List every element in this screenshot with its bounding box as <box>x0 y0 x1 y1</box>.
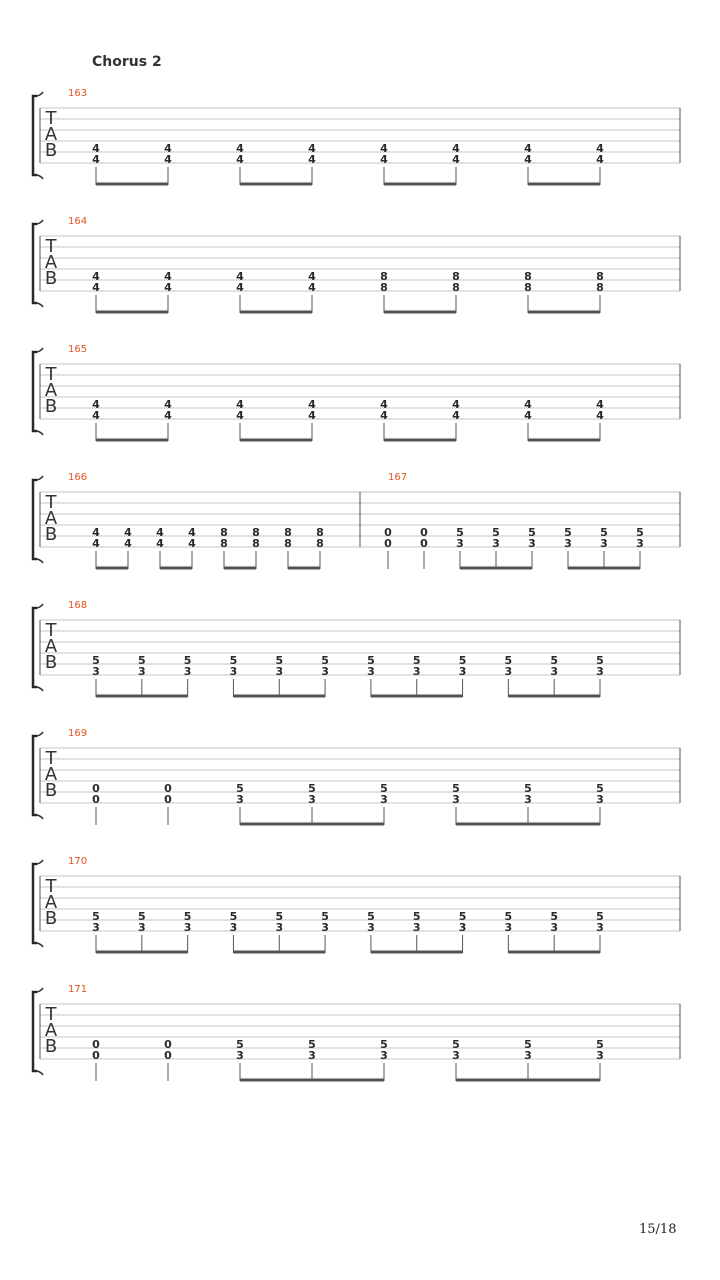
fret-number-lower: 8 <box>380 281 388 294</box>
fret-number-lower: 4 <box>92 409 100 422</box>
bracket-hook-bottom <box>37 815 43 819</box>
fret-number-upper: 5 <box>550 910 559 923</box>
fret-number-lower: 4 <box>308 281 316 294</box>
measure-number: 171 <box>68 984 88 995</box>
tab-clef-letter: A <box>44 764 58 785</box>
fret-number-lower: 3 <box>229 921 238 934</box>
fret-number-lower: 4 <box>452 409 460 422</box>
fret-number-upper: 5 <box>236 782 244 795</box>
fret-number-upper: 4 <box>452 398 460 411</box>
fret-number-lower: 8 <box>524 281 532 294</box>
fret-number-lower: 3 <box>183 921 192 934</box>
fret-number-lower: 3 <box>600 537 608 550</box>
fret-number-upper: 4 <box>188 526 196 539</box>
fret-number-lower: 3 <box>504 665 513 678</box>
page-number: 15/18 <box>639 1222 677 1237</box>
fret-number-lower: 4 <box>164 153 172 166</box>
fret-number-upper: 5 <box>504 910 513 923</box>
fret-number-upper: 5 <box>92 910 100 923</box>
bracket-hook-bottom <box>37 431 43 435</box>
fret-number-lower: 8 <box>220 537 228 550</box>
system-bracket <box>33 864 37 943</box>
fret-number-lower: 8 <box>316 537 324 550</box>
fret-number-upper: 4 <box>308 270 316 283</box>
fret-number-lower: 3 <box>504 921 513 934</box>
fret-number-upper: 4 <box>596 142 604 155</box>
fret-number-upper: 5 <box>321 654 329 667</box>
bracket-hook-bottom <box>37 687 43 691</box>
fret-number-upper: 5 <box>308 1038 316 1051</box>
fret-number-lower: 3 <box>452 793 460 806</box>
tab-clef-letter: A <box>44 892 58 913</box>
fret-number-upper: 5 <box>367 654 375 667</box>
fret-number-lower: 0 <box>92 1049 100 1062</box>
fret-number-upper: 5 <box>137 654 146 667</box>
bracket-hook-top <box>37 604 43 608</box>
fret-number-upper: 8 <box>524 270 532 283</box>
system-bracket <box>33 608 37 687</box>
fret-number-upper: 5 <box>367 910 375 923</box>
system-bracket <box>33 224 37 303</box>
fret-number-lower: 4 <box>236 153 244 166</box>
fret-number-lower: 0 <box>164 1049 172 1062</box>
system-bracket <box>33 352 37 431</box>
fret-number-lower: 3 <box>321 921 329 934</box>
tab-clef-letter: B <box>44 652 58 673</box>
fret-number-upper: 5 <box>229 910 238 923</box>
tab-clef-letter: A <box>44 252 58 273</box>
fret-number-upper: 8 <box>284 526 292 539</box>
tab-clef-letter: T <box>45 1004 57 1025</box>
fret-number-lower: 3 <box>380 793 388 806</box>
fret-number-upper: 4 <box>92 142 100 155</box>
fret-number-upper: 5 <box>229 654 238 667</box>
measure-number: 166 <box>68 472 88 483</box>
fret-number-lower: 4 <box>308 409 316 422</box>
fret-number-lower: 4 <box>156 537 164 550</box>
bracket-hook-bottom <box>37 559 43 563</box>
measure-number: 169 <box>68 728 88 739</box>
bracket-hook-top <box>37 220 43 224</box>
fret-number-lower: 4 <box>92 153 100 166</box>
fret-number-upper: 5 <box>275 654 284 667</box>
fret-number-upper: 4 <box>596 398 604 411</box>
fret-number-lower: 8 <box>284 537 292 550</box>
fret-number-upper: 8 <box>316 526 324 539</box>
tab-clef-letter: T <box>45 492 57 513</box>
fret-number-upper: 5 <box>137 910 146 923</box>
fret-number-upper: 4 <box>164 270 172 283</box>
fret-number-lower: 4 <box>236 409 244 422</box>
fret-number-upper: 5 <box>236 1038 244 1051</box>
fret-number-lower: 4 <box>380 153 388 166</box>
fret-number-upper: 4 <box>452 142 460 155</box>
fret-number-lower: 3 <box>458 665 467 678</box>
fret-number-lower: 4 <box>164 409 172 422</box>
fret-number-upper: 5 <box>308 782 316 795</box>
tab-clef-letter: B <box>44 268 58 289</box>
fret-number-lower: 3 <box>524 1049 532 1062</box>
tab-clef-letter: B <box>44 908 58 929</box>
fret-number-lower: 3 <box>636 537 644 550</box>
fret-number-lower: 3 <box>275 665 284 678</box>
measure-number: 164 <box>68 216 88 227</box>
fret-number-upper: 5 <box>183 654 192 667</box>
bracket-hook-bottom <box>37 943 43 947</box>
fret-number-upper: 4 <box>380 398 388 411</box>
system-bracket <box>33 96 37 175</box>
fret-number-lower: 3 <box>236 793 244 806</box>
fret-number-upper: 5 <box>412 654 421 667</box>
bracket-hook-top <box>37 860 43 864</box>
tab-clef-letter: B <box>44 1036 58 1057</box>
fret-number-upper: 0 <box>420 526 428 539</box>
measure-number: 168 <box>68 600 88 611</box>
fret-number-upper: 5 <box>636 526 644 539</box>
bracket-hook-top <box>37 92 43 96</box>
fret-number-lower: 4 <box>524 153 532 166</box>
fret-number-lower: 4 <box>596 409 604 422</box>
fret-number-lower: 3 <box>564 537 572 550</box>
fret-number-upper: 5 <box>456 526 464 539</box>
tab-clef-letter: B <box>44 140 58 161</box>
fret-number-upper: 5 <box>275 910 284 923</box>
fret-number-upper: 5 <box>596 1038 604 1051</box>
fret-number-upper: 5 <box>596 910 604 923</box>
fret-number-lower: 3 <box>308 1049 316 1062</box>
bracket-hook-top <box>37 348 43 352</box>
fret-number-lower: 4 <box>236 281 244 294</box>
fret-number-lower: 4 <box>380 409 388 422</box>
bracket-hook-top <box>37 476 43 480</box>
fret-number-upper: 8 <box>380 270 388 283</box>
fret-number-upper: 4 <box>236 398 244 411</box>
fret-number-upper: 0 <box>164 1038 172 1051</box>
tab-clef-letter: T <box>45 364 57 385</box>
fret-number-lower: 4 <box>124 537 132 550</box>
fret-number-upper: 4 <box>92 526 100 539</box>
fret-number-upper: 4 <box>308 398 316 411</box>
tab-clef-letter: A <box>44 508 58 529</box>
fret-number-upper: 8 <box>596 270 604 283</box>
fret-number-upper: 0 <box>384 526 392 539</box>
section-title: Chorus 2 <box>92 54 162 70</box>
fret-number-upper: 4 <box>92 270 100 283</box>
measure-number: 165 <box>68 344 88 355</box>
tab-clef-letter: A <box>44 636 58 657</box>
fret-number-lower: 3 <box>596 1049 604 1062</box>
fret-number-upper: 0 <box>92 1038 100 1051</box>
fret-number-lower: 3 <box>596 921 604 934</box>
fret-number-upper: 4 <box>164 398 172 411</box>
fret-number-lower: 3 <box>183 665 192 678</box>
bracket-hook-bottom <box>37 303 43 307</box>
bracket-hook-bottom <box>37 1071 43 1075</box>
fret-number-lower: 3 <box>92 665 100 678</box>
fret-number-upper: 4 <box>164 142 172 155</box>
fret-number-upper: 5 <box>321 910 329 923</box>
tab-clef-letter: T <box>45 236 57 257</box>
fret-number-upper: 5 <box>596 654 604 667</box>
fret-number-lower: 3 <box>596 665 604 678</box>
fret-number-upper: 5 <box>596 782 604 795</box>
fret-number-lower: 8 <box>452 281 460 294</box>
tab-clef-letter: A <box>44 124 58 145</box>
fret-number-upper: 8 <box>452 270 460 283</box>
system-bracket <box>33 992 37 1071</box>
fret-number-lower: 3 <box>367 921 375 934</box>
fret-number-upper: 5 <box>492 526 500 539</box>
fret-number-lower: 3 <box>321 665 329 678</box>
fret-number-upper: 5 <box>380 782 388 795</box>
fret-number-upper: 4 <box>236 270 244 283</box>
tab-clef-letter: A <box>44 380 58 401</box>
fret-number-upper: 5 <box>564 526 572 539</box>
fret-number-lower: 3 <box>308 793 316 806</box>
fret-number-upper: 5 <box>458 910 467 923</box>
fret-number-lower: 0 <box>420 537 428 550</box>
fret-number-upper: 5 <box>183 910 192 923</box>
fret-number-lower: 4 <box>92 537 100 550</box>
fret-number-lower: 3 <box>524 793 532 806</box>
fret-number-lower: 3 <box>412 921 421 934</box>
tab-clef-letter: T <box>45 748 57 769</box>
fret-number-upper: 5 <box>412 910 421 923</box>
fret-number-upper: 5 <box>458 654 467 667</box>
fret-number-upper: 5 <box>380 1038 388 1051</box>
fret-number-upper: 0 <box>92 782 100 795</box>
fret-number-lower: 4 <box>308 153 316 166</box>
tab-clef-letter: T <box>45 108 57 129</box>
fret-number-lower: 3 <box>229 665 238 678</box>
fret-number-upper: 5 <box>524 1038 532 1051</box>
fret-number-lower: 3 <box>380 1049 388 1062</box>
bracket-hook-top <box>37 732 43 736</box>
fret-number-lower: 8 <box>596 281 604 294</box>
fret-number-lower: 3 <box>596 793 604 806</box>
fret-number-upper: 4 <box>308 142 316 155</box>
fret-number-lower: 4 <box>452 153 460 166</box>
fret-number-lower: 3 <box>550 921 559 934</box>
fret-number-lower: 3 <box>550 665 559 678</box>
fret-number-upper: 4 <box>92 398 100 411</box>
fret-number-upper: 4 <box>380 142 388 155</box>
fret-number-lower: 0 <box>384 537 392 550</box>
bracket-hook-bottom <box>37 175 43 179</box>
fret-number-upper: 4 <box>124 526 132 539</box>
fret-number-lower: 3 <box>492 537 500 550</box>
tab-clef-letter: B <box>44 396 58 417</box>
fret-number-lower: 3 <box>137 665 146 678</box>
fret-number-lower: 4 <box>164 281 172 294</box>
fret-number-lower: 3 <box>367 665 375 678</box>
fret-number-upper: 5 <box>550 654 559 667</box>
measure-number: 163 <box>68 88 88 99</box>
fret-number-upper: 4 <box>524 142 532 155</box>
fret-number-lower: 8 <box>252 537 260 550</box>
tab-clef-letter: B <box>44 780 58 801</box>
fret-number-upper: 4 <box>524 398 532 411</box>
fret-number-upper: 5 <box>452 1038 460 1051</box>
tab-clef-letter: A <box>44 1020 58 1041</box>
tab-clef-letter: T <box>45 876 57 897</box>
fret-number-upper: 5 <box>92 654 100 667</box>
fret-number-upper: 4 <box>156 526 164 539</box>
measure-number: 170 <box>68 856 88 867</box>
fret-number-upper: 5 <box>524 782 532 795</box>
fret-number-lower: 4 <box>188 537 196 550</box>
fret-number-lower: 3 <box>456 537 464 550</box>
fret-number-lower: 3 <box>92 921 100 934</box>
fret-number-lower: 3 <box>412 665 421 678</box>
fret-number-upper: 5 <box>504 654 513 667</box>
fret-number-upper: 8 <box>252 526 260 539</box>
fret-number-lower: 3 <box>458 921 467 934</box>
fret-number-upper: 5 <box>600 526 608 539</box>
fret-number-upper: 4 <box>236 142 244 155</box>
fret-number-lower: 0 <box>92 793 100 806</box>
measure-number: 167 <box>388 472 408 483</box>
fret-number-upper: 8 <box>220 526 228 539</box>
fret-number-lower: 3 <box>452 1049 460 1062</box>
fret-number-upper: 0 <box>164 782 172 795</box>
fret-number-upper: 5 <box>452 782 460 795</box>
system-bracket <box>33 480 37 559</box>
tab-clef-letter: B <box>44 524 58 545</box>
fret-number-upper: 5 <box>528 526 536 539</box>
fret-number-lower: 3 <box>528 537 536 550</box>
fret-number-lower: 3 <box>236 1049 244 1062</box>
fret-number-lower: 3 <box>275 921 284 934</box>
bracket-hook-top <box>37 988 43 992</box>
system-bracket <box>33 736 37 815</box>
fret-number-lower: 0 <box>164 793 172 806</box>
fret-number-lower: 4 <box>524 409 532 422</box>
tab-clef-letter: T <box>45 620 57 641</box>
fret-number-lower: 4 <box>92 281 100 294</box>
fret-number-lower: 3 <box>137 921 146 934</box>
fret-number-lower: 4 <box>596 153 604 166</box>
